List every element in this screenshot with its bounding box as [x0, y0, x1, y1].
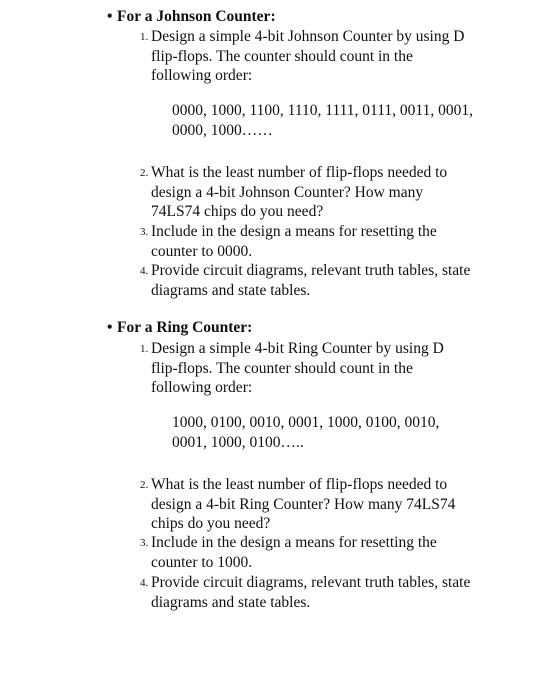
item-line: Design a simple 4-bit Ring Counter by using D: [151, 340, 444, 357]
item-line: Provide circuit diagrams, relevant truth tables, state: [151, 262, 471, 279]
item-line: Include in the design a means for resetting the: [151, 223, 437, 240]
item-text: [151, 163, 496, 222]
item-line: Include in the design a means for resetting the: [151, 534, 437, 551]
bullet-icon: •: [107, 319, 113, 336]
item-number: 4.: [140, 265, 149, 277]
sequence-line: 0000, 1000……: [172, 121, 273, 139]
ring-heading: [107, 318, 252, 338]
item-text: [151, 261, 496, 300]
item-line: chips do you need?: [151, 515, 271, 532]
ring-sequence: [172, 413, 512, 452]
johnson-heading: [107, 7, 276, 27]
johnson-sequence: [172, 101, 512, 140]
item-line: design a 4-bit Johnson Counter? How many: [151, 183, 424, 201]
item-line: following order:: [151, 67, 253, 84]
item-line: Design a simple 4-bit Johnson Counter by using D: [151, 28, 465, 45]
item-line: flip-flops. The counter should count in the: [151, 47, 413, 65]
item-number: 4.: [140, 577, 149, 589]
sequence-line: 0001, 1000, 0100…..: [172, 433, 304, 451]
sequence-line: 0000, 1000, 1100, 1110, 1111, 0111, 0011, 0001,: [172, 102, 473, 119]
item-line: counter to 0000.: [151, 242, 253, 260]
ring-heading-text: For a Ring Counter:: [117, 319, 253, 336]
item-line: following order:: [151, 379, 253, 396]
item-text: [151, 573, 496, 612]
item-number: 3.: [140, 226, 149, 238]
item-text: [151, 533, 496, 572]
item-text: [151, 222, 496, 261]
item-number: 3.: [140, 537, 149, 549]
item-line: counter to 1000.: [151, 553, 253, 571]
bullet-icon: •: [107, 8, 113, 25]
johnson-heading-text: For a Johnson Counter:: [117, 8, 276, 25]
item-line: Provide circuit diagrams, relevant truth tables, state: [151, 574, 471, 591]
item-text: [151, 339, 496, 398]
item-number: 1.: [140, 343, 149, 355]
item-line: 74LS74 chips do you need?: [151, 203, 324, 220]
item-number: 2.: [140, 479, 149, 491]
item-line: diagrams and state tables.: [151, 593, 311, 611]
item-number: 2.: [140, 167, 149, 179]
item-text: [151, 475, 496, 534]
item-text: [151, 27, 496, 86]
item-line: design a 4-bit Ring Counter? How many 74LS74: [151, 495, 456, 513]
item-number: 1.: [140, 31, 149, 43]
item-line: What is the least number of flip-flops needed to: [151, 164, 448, 181]
sequence-line: 1000, 0100, 0010, 0001, 1000, 0100, 0010,: [172, 414, 440, 431]
item-line: What is the least number of flip-flops needed to: [151, 476, 448, 493]
item-line: flip-flops. The counter should count in the: [151, 359, 413, 377]
item-line: diagrams and state tables.: [151, 281, 311, 299]
